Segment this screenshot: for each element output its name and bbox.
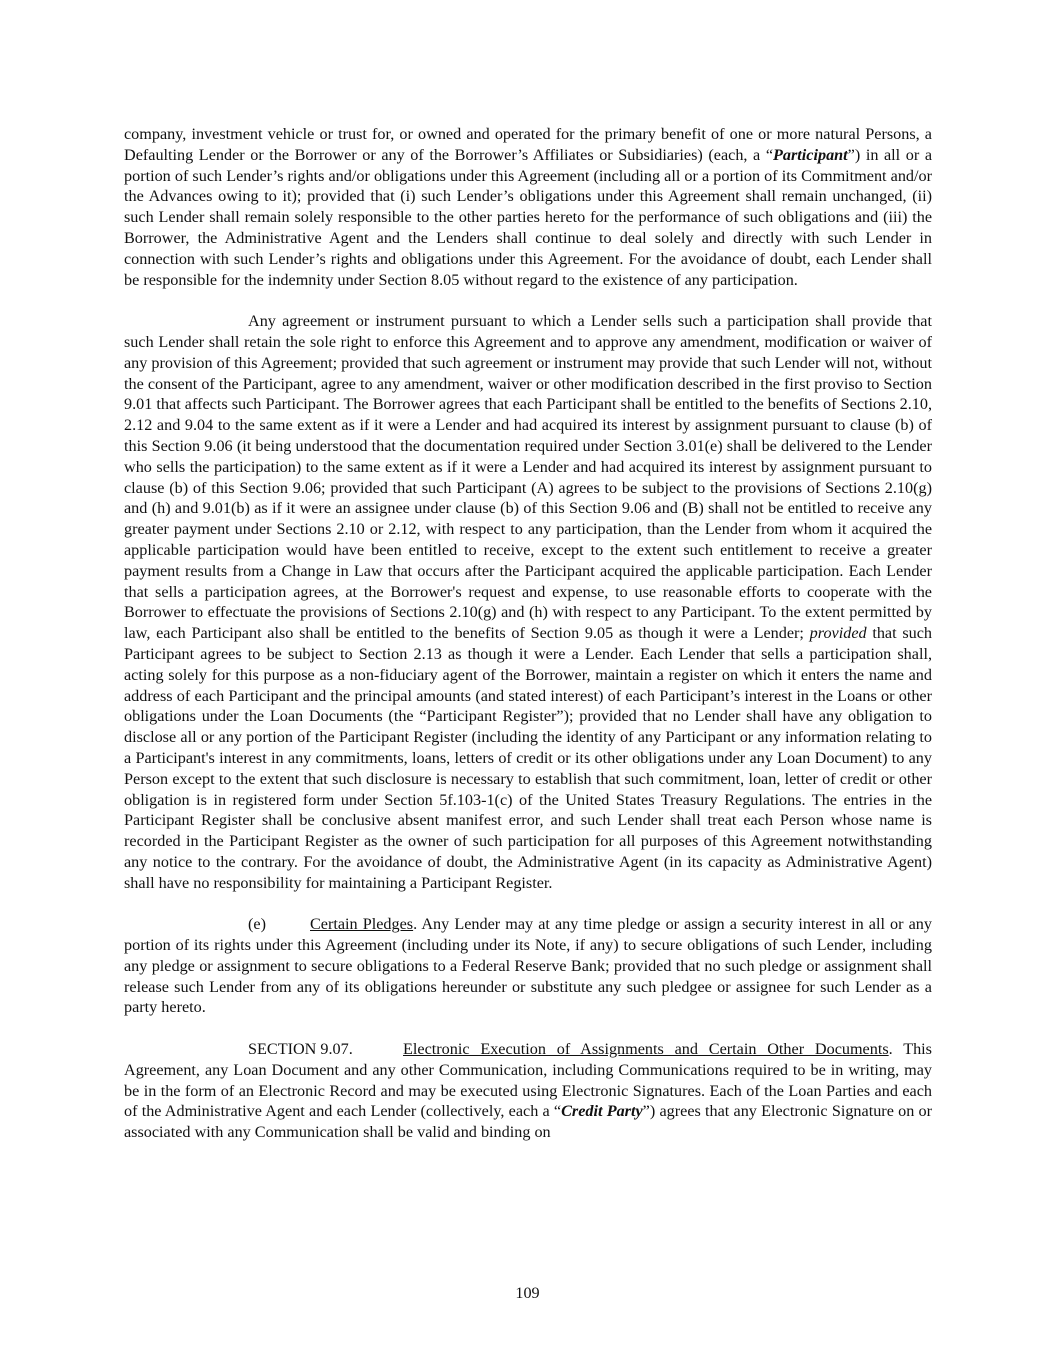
paragraph-text: . Any Lender may at any time pledge or assign a security interest in all or any portion of its rights under this Agreement (including under its Note, if any) to secure obligations of such Lender, including any pledge or assignment to secure obligations to a Federal Reserve Bank; provided that no such pledge or assignment shall release such Lender from any of its obligations hereunder or substitute any such pledgee or assignee for such Lender as a party hereto.	[124, 915, 932, 1017]
emphasis-provided: provided	[809, 624, 867, 643]
paragraph-text: . This Agreement, any Loan Document and any other Communication, including Communications required to be in writing, may be in the form of an Electronic Record and may be executed using Electronic Signatures. Each of the Loan Parties and each of the Administrative Agent and each Lender (collectively, each a “	[124, 1040, 932, 1121]
paragraph-participant-definition	[124, 124, 932, 290]
clause-label: (e)	[248, 915, 266, 934]
page-number: 109	[515, 1284, 540, 1302]
clause-heading: Certain Pledges	[310, 915, 414, 934]
defined-term-participant: Participant	[773, 145, 848, 164]
paragraph-text: that such Participant agrees to be subject to Section 2.13 as though it were a Lender. Each Lender that sells a participation shall, acting solely for this purpose as a non-fiduciary agent of the Borrower, maintain a register on which it enters the name and address of each Participant and the principal amounts (and stated interest) of each Participant’s interest in the Loans or other obligations under the Loan Documents (the “Participant Register”); provided that no Lender shall have any obligation to disclose all or any portion of the Participant Register (including the identity of any Participant or any information relating to a Participant's interest in any commitments, loans, letters of credit or its other obligations under any Loan Document) to any Person except to the extent that such disclosure is necessary to establish that such commitment, loan, letter of credit or other obligation is in registered form under Section 5f.103-1(c) of the United States Treasury Regulations. The entries in the Participant Register shall be conclusive absent manifest error, and such Lender shall treat each Person whose name is recorded in the Participant Register as the owner of such participation for all purposes of this Agreement notwithstanding any notice to the contrary. For the avoidance of doubt, the Administrative Agent (in its capacity as Administrative Agent) shall have no responsibility for maintaining a Participant Register.	[124, 624, 932, 892]
document-body	[124, 124, 932, 1164]
paragraph-certain-pledges	[124, 914, 932, 1018]
paragraph-text: ”) in all or a portion of such Lender’s rights and/or obligations under this Agreement (including all or a portion of its Commitment and/or the Advances owing to it); provided that (i) such Lender’s obligations under this Agreement shall remain unchanged, (ii) such Lender shall remain solely responsible to the other parties hereto for the performance of such obligations and (iii) the Borrower, the Administrative Agent and the Lenders shall continue to deal solely and directly with such Lender in connection with such Lender’s rights and obligations under this Agreement. For the avoidance of doubt, each Lender shall be responsible for the indemnity under Section 8.05 without regard to the existence of any participation.	[124, 145, 933, 289]
paragraph-participation-agreements	[124, 311, 932, 893]
section-heading: Electronic Execution of Assignments and Certain Other Documents	[403, 1040, 889, 1059]
paragraph-text: Any agreement or instrument pursuant to which a Lender sells such a participation shall provide that such Lender shall retain the sole right to enforce this Agreement and to approve any amendment, modification or waiver of any provision of this Agreement; provided that such agreement or instrument may provide that such Lender will not, without the consent of the Participant, agree to any amendment, waiver or other modification described in the first proviso to Section 9.01 that affects such Participant. The Borrower agrees that each Participant shall be entitled to the benefits of Sections 2.10, 2.12 and 9.04 to the same extent as if it were a Lender and had acquired its interest by assignment pursuant to clause (b) of this Section 9.06 (it being understood that the documentation required under Section 3.01(e) shall be delivered to the Lender who sells the participation) to the same extent as if it were a Lender and had acquired its interest by assignment pursuant to clause (b) of this Section 9.06; provided that such Participant (A) agrees to be subject to the provisions of Sections 2.10(g) and (h) and 9.01(b) as if it were an assignee under clause (b) of this Section 9.06 and (B) shall not be entitled to receive any greater payment under Sections 2.10 or 2.12, with respect to any participation, than the Lender from whom it acquired the applicable participation would have been entitled to receive, except to the extent such entitlement to receive a greater payment results from a Change in Law that occurs after the Participant acquired the applicable participation. Each Lender that sells a participation agrees, at the Borrower's request and expense, to use reasonable efforts to cooperate with the Borrower to effectuate the provisions of Sections 2.10(g) and (h) with respect to any Participant. To the extent permitted by law, each Participant also shall be entitled to the benefits of Section 9.05 as though it were a Lender;	[124, 312, 932, 643]
section-label: SECTION 9.07.	[248, 1040, 353, 1059]
defined-term-credit-party: Credit Party	[561, 1102, 643, 1121]
paragraph-text: company, investment vehicle or trust for, or owned and operated for the primary benefit of one or more natural Persons, a Defaulting Lender or the Borrower or any of the Borrower’s Affiliates or Subsidiaries) (each, a “	[124, 125, 932, 164]
paragraph-section-9-07	[124, 1039, 932, 1143]
paragraph-text: ”) agrees that any Electronic Signature on or associated with any Communication shall be valid and binding on	[124, 1102, 932, 1142]
